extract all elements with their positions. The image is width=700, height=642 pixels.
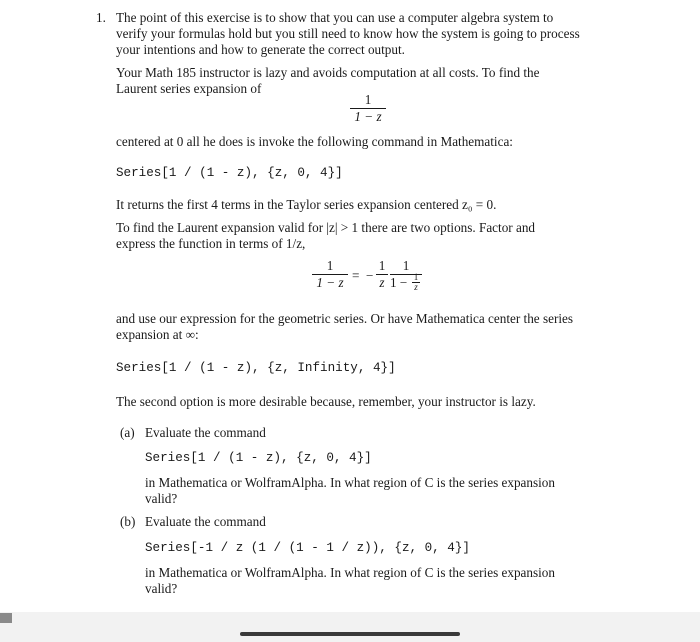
eq2-lhs-num: 1 xyxy=(326,258,334,273)
part-a-question-line-2: valid? xyxy=(145,491,178,506)
intro-line-2: verify your formulas hold but you still need to know how the system is going to process xyxy=(116,26,580,41)
para6-line-1: and use our expression for the geometric series. Or have Mathematica center the series xyxy=(116,311,573,326)
part-a-label: (a) xyxy=(120,425,135,440)
part-a-code: Series[1 / (1 - z), {z, 0, 4}] xyxy=(145,451,372,465)
eq2-inner-fraction xyxy=(412,273,420,292)
intro-line-3: your intentions and how to generate the correct output. xyxy=(116,42,405,57)
eq2-mid-num: 1 xyxy=(378,258,386,273)
eq2-mid-fraction xyxy=(376,259,388,290)
bottom-toolbar-strip xyxy=(0,612,700,642)
horizontal-scrollbar-thumb[interactable] xyxy=(240,632,460,636)
fraction-1-over-1-minus-z xyxy=(350,93,386,124)
part-b-code: Series[-1 / z (1 / (1 - 1 / z)), {z, 0, 4}] xyxy=(145,541,470,555)
eq2-minus: − xyxy=(366,268,374,283)
part-b-question-line-1: in Mathematica or WolframAlpha. In what region of C is the series expansion xyxy=(145,565,555,580)
para5-line-2: express the function in terms of 1/z, xyxy=(116,236,306,251)
eq2-inner-num: 1 xyxy=(413,272,419,282)
para2-line-1: Your Math 185 instructor is lazy and avoids computation at all costs. To find the xyxy=(116,65,540,80)
para5-line-1: To find the Laurent expansion valid for |z| > 1 there are two options. Factor and xyxy=(116,220,536,235)
intro-line-1: The point of this exercise is to show that you can use a computer algebra system to xyxy=(116,10,554,25)
part-a-text: Evaluate the command xyxy=(145,425,266,440)
eq2-mid-den: z xyxy=(379,275,385,290)
part-b-question-line-2: valid? xyxy=(145,581,178,596)
code-series-taylor: Series[1 / (1 - z), {z, 0, 4}] xyxy=(116,166,343,180)
eq2-rhs-num: 1 xyxy=(402,258,410,273)
eq2-rhs-fraction xyxy=(390,259,422,290)
code-series-infinity: Series[1 / (1 - z), {z, Infinity, 4}] xyxy=(116,361,396,375)
para2-line-2: Laurent series expansion of xyxy=(116,81,262,96)
eq2-lhs-fraction xyxy=(312,259,348,290)
para3: centered at 0 all he does is invoke the following command in Mathematica: xyxy=(116,134,513,149)
eq2-equals: = xyxy=(352,268,360,283)
frac1-denominator: 1 − z xyxy=(354,109,382,124)
eq2-rhs-den-pre: 1 − xyxy=(390,275,408,290)
para7: The second option is more desirable because, remember, your instructor is lazy. xyxy=(116,394,536,409)
frac1-numerator: 1 xyxy=(364,92,372,107)
eq2-lhs-den: 1 − z xyxy=(316,275,344,290)
problem-number: 1. xyxy=(96,10,106,25)
eq2-inner-den: z xyxy=(414,282,418,292)
part-a-question-line-1: in Mathematica or WolframAlpha. In what region of C is the series expansion xyxy=(145,475,555,490)
part-b-label: (b) xyxy=(120,514,136,529)
part-b-text: Evaluate the command xyxy=(145,514,266,529)
para6-line-2: expansion at ∞: xyxy=(116,327,199,342)
page-marker-icon xyxy=(0,613,12,623)
para4: It returns the first 4 terms in the Taylor series expansion centered z₀ = 0. xyxy=(116,197,497,212)
